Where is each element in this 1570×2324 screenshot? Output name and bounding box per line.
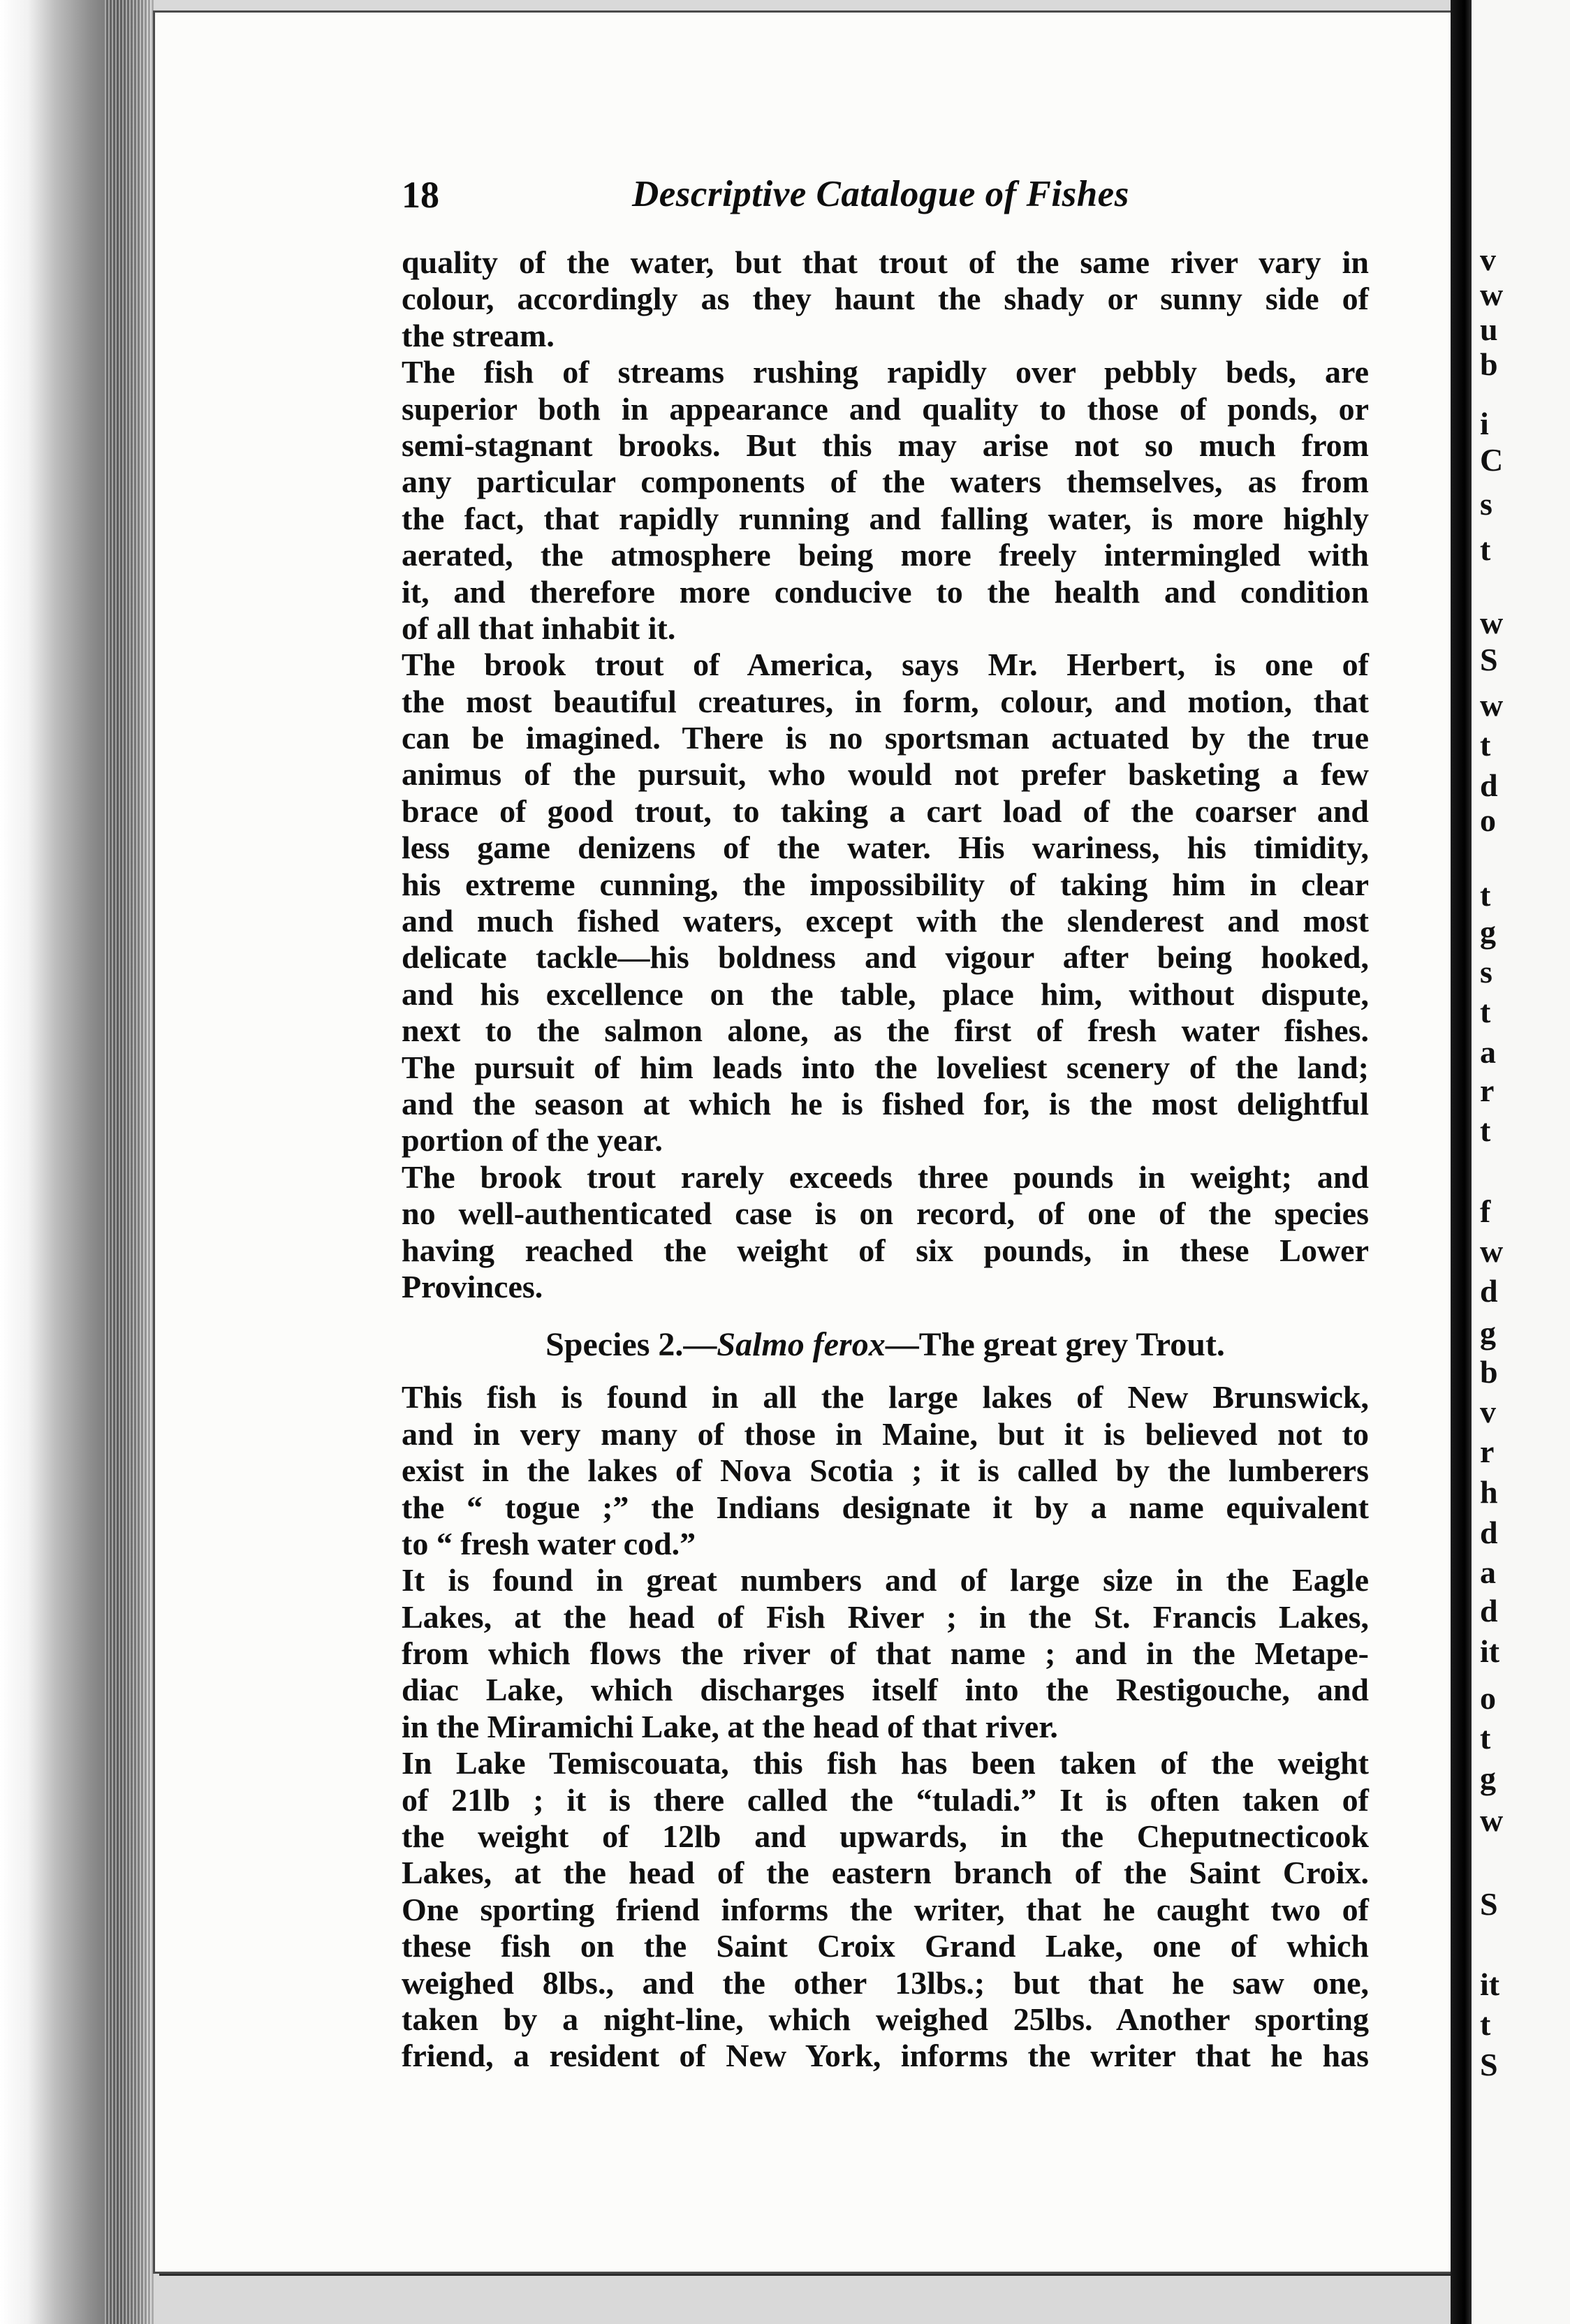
facing-page-text-fragment: v [1480,242,1496,277]
facing-page-text-fragment: r [1480,1073,1495,1108]
facing-page-text-fragment: h [1480,1474,1498,1510]
facing-page-text-fragment: g [1480,1760,1496,1796]
text-line: This fish is found in all the large lakes of New Brunswick, [402,1379,1369,1415]
text-line: The fish of streams rushing rapidly over pebbly beds, are [402,354,1369,390]
text-line: in the Miramichi Lake, at the head of that river. [402,1708,1058,1744]
text-line: his extreme cunning, the impossibility of taking him in clear [402,866,1369,902]
facing-page-text-fragment: s [1480,486,1492,522]
text-line: and his excellence on the table, place him, without dispute, [402,976,1369,1012]
text-line: It is found in great numbers and of large size in the Eagle [402,1562,1369,1598]
text-line: it, and therefore more conducive to the health and condition [402,573,1369,610]
text-line: One sporting friend informs the writer, that he caught two of [402,1891,1369,1927]
text-line: diac Lake, which discharges itself into the Restigouche, and [402,1672,1369,1708]
text-line: and much fished waters, except with the slenderest and most [402,903,1369,939]
facing-page-text-fragment: S [1480,2047,1498,2082]
facing-page-text-fragment: b [1480,1354,1498,1390]
text-line: to “ fresh water cod.” [402,1525,696,1561]
text-line: colour, accordingly as they haunt the shady or sunny side of [402,281,1369,317]
facing-page-text-fragment: S [1480,1886,1498,1922]
facing-page-text-fragment: r [1480,1434,1495,1469]
facing-page-text-fragment: a [1480,1034,1496,1070]
text-line: can be imagined. There is no sportsman actuated by the true [402,720,1369,756]
text-line: The brook trout of America, says Mr. Herbert, is one of [402,647,1369,683]
facing-page-text-fragment: u [1480,311,1498,347]
facing-page-text-fragment: d [1480,767,1498,803]
book-gutter [1451,0,1472,2324]
facing-page-text-fragment: t [1480,727,1491,763]
facing-page-text-fragment: w [1480,1802,1504,1838]
facing-page-text-fragment: b [1480,346,1498,382]
text-line: any particular components of the waters themselves, as from [402,464,1369,500]
facing-page-text-fragment: g [1480,914,1496,950]
text-line: next to the salmon alone, as the first of fresh water fishes. [402,1013,1369,1049]
running-title: Descriptive Catalogue of Fishes [632,174,1129,214]
text-line: the fact, that rapidly running and falling water, is more highly [402,500,1369,536]
facing-page-text-fragment: o [1480,1680,1496,1716]
facing-page-text-fragment: f [1480,1193,1491,1229]
text-line: of all that inhabit it. [402,610,676,646]
text-line: delicate tackle—his boldness and vigour after being hooked, [402,939,1369,976]
facing-page-text-fragment: g [1480,1315,1496,1351]
facing-page-text-fragment: C [1480,442,1504,478]
text-line: Provinces. [402,1268,543,1304]
text-line: The pursuit of him leads into the loveliest scenery of the land; [402,1049,1369,1085]
text-line: the most beautiful creatures, in form, colour, and motion, that [402,683,1369,719]
text-line: taken by a night-line, which weighed 25lbs. Another sporting [402,2001,1369,2037]
facing-page-text-fragment: o [1480,802,1496,838]
facing-page-text-fragment: w [1480,1233,1504,1269]
text-line: and the season at which he is fished for, is the most delightful [402,1085,1369,1121]
text-line: having reached the weight of six pounds, in these Lower [402,1232,1369,1268]
facing-page-text-fragment: v [1480,1394,1496,1429]
text-line: portion of the year. [402,1122,663,1159]
text-block-great-grey-trout [402,1379,1369,2074]
facing-page-text-fragment: d [1480,1515,1498,1550]
facing-page-text-fragment: it [1480,1633,1500,1669]
facing-page-text-fragment: t [1480,531,1491,567]
stacked-page-edges [105,0,154,2324]
facing-page-text-fragment: t [1480,994,1491,1029]
facing-page-text-fragment: w [1480,277,1504,312]
text-line: brace of good trout, to taking a cart load of the coarser and [402,793,1369,829]
facing-page-text-fragment: t [1480,1720,1491,1756]
text-line: less game denizens of the water. His wariness, his timidity, [402,830,1369,866]
facing-page-text-fragment: t [1480,2006,1491,2042]
facing-page-text-fragment: s [1480,954,1492,990]
facing-page-text-fragment: i [1480,406,1489,441]
facing-page-text-fragment: t [1480,877,1491,913]
facing-page-edge [1472,0,1570,2324]
facing-page-text-fragment: d [1480,1593,1498,1628]
species-heading [402,1321,1369,1369]
text-line: quality of the water, but that trout of the same river vary in [402,244,1369,280]
text-line: Lakes, at the head of the eastern branch of the Saint Croix. [402,1855,1369,1891]
text-line: In Lake Temiscouata, this fish has been taken of the weight [402,1745,1369,1781]
text-line: these fish on the Saint Croix Grand Lake, one of which [402,1928,1369,1964]
facing-page-text-fragment: it [1480,1966,1500,2002]
page-header [402,173,1369,222]
species-scientific-name: Salmo ferox [717,1326,886,1364]
facing-page-text-fragment: d [1480,1273,1498,1309]
text-line: superior both in appearance and quality to those of ponds, or [402,390,1369,427]
facing-page-text-fragment: a [1480,1554,1496,1590]
facing-page-text-fragment: t [1480,1112,1491,1148]
body-text [402,244,1369,2075]
text-line: weighed 8lbs., and the other 13lbs.; but that he saw one, [402,1964,1369,2001]
facing-page-text-fragment: w [1480,687,1504,723]
text-block-trout-quality [402,244,1369,1305]
text-line: of 21lb ; it is there called the “tuladi.” It is often taken of [402,1781,1369,1818]
text-line: the “ togue ;” the Indians designate it by a name equivalent [402,1489,1369,1525]
text-line: from which flows the river of that name ; and in the Metape- [402,1635,1369,1672]
text-line: aerated, the atmosphere being more freely intermingled with [402,537,1369,573]
text-line: animus of the pursuit, who would not prefer basketing a few [402,756,1369,793]
page-number: 18 [402,174,439,216]
text-line: Lakes, at the head of Fish River ; in the St. Francis Lakes, [402,1598,1369,1635]
text-line: the weight of 12lb and upwards, in the Cheputnecticook [402,1818,1369,1855]
text-line: no well-authenticated case is on record, of one of the species [402,1196,1369,1232]
species-common-name: —The great grey Trout. [885,1326,1225,1364]
species-prefix: Species 2.— [545,1326,717,1364]
text-line: friend, a resident of New York, informs the writer that he has [402,2038,1369,2074]
text-line: semi-stagnant brooks. But this may arise not so much from [402,427,1369,463]
spacer [402,1369,1369,1379]
facing-page-text-fragment: w [1480,605,1504,640]
text-line: The brook trout rarely exceeds three pounds in weight; and [402,1159,1369,1195]
text-line: the stream. [402,317,555,353]
facing-page-text-fragment: S [1480,642,1498,677]
text-line: and in very many of those in Maine, but it is believed not to [402,1415,1369,1452]
text-line: exist in the lakes of Nova Scotia ; it is called by the lumberers [402,1452,1369,1489]
